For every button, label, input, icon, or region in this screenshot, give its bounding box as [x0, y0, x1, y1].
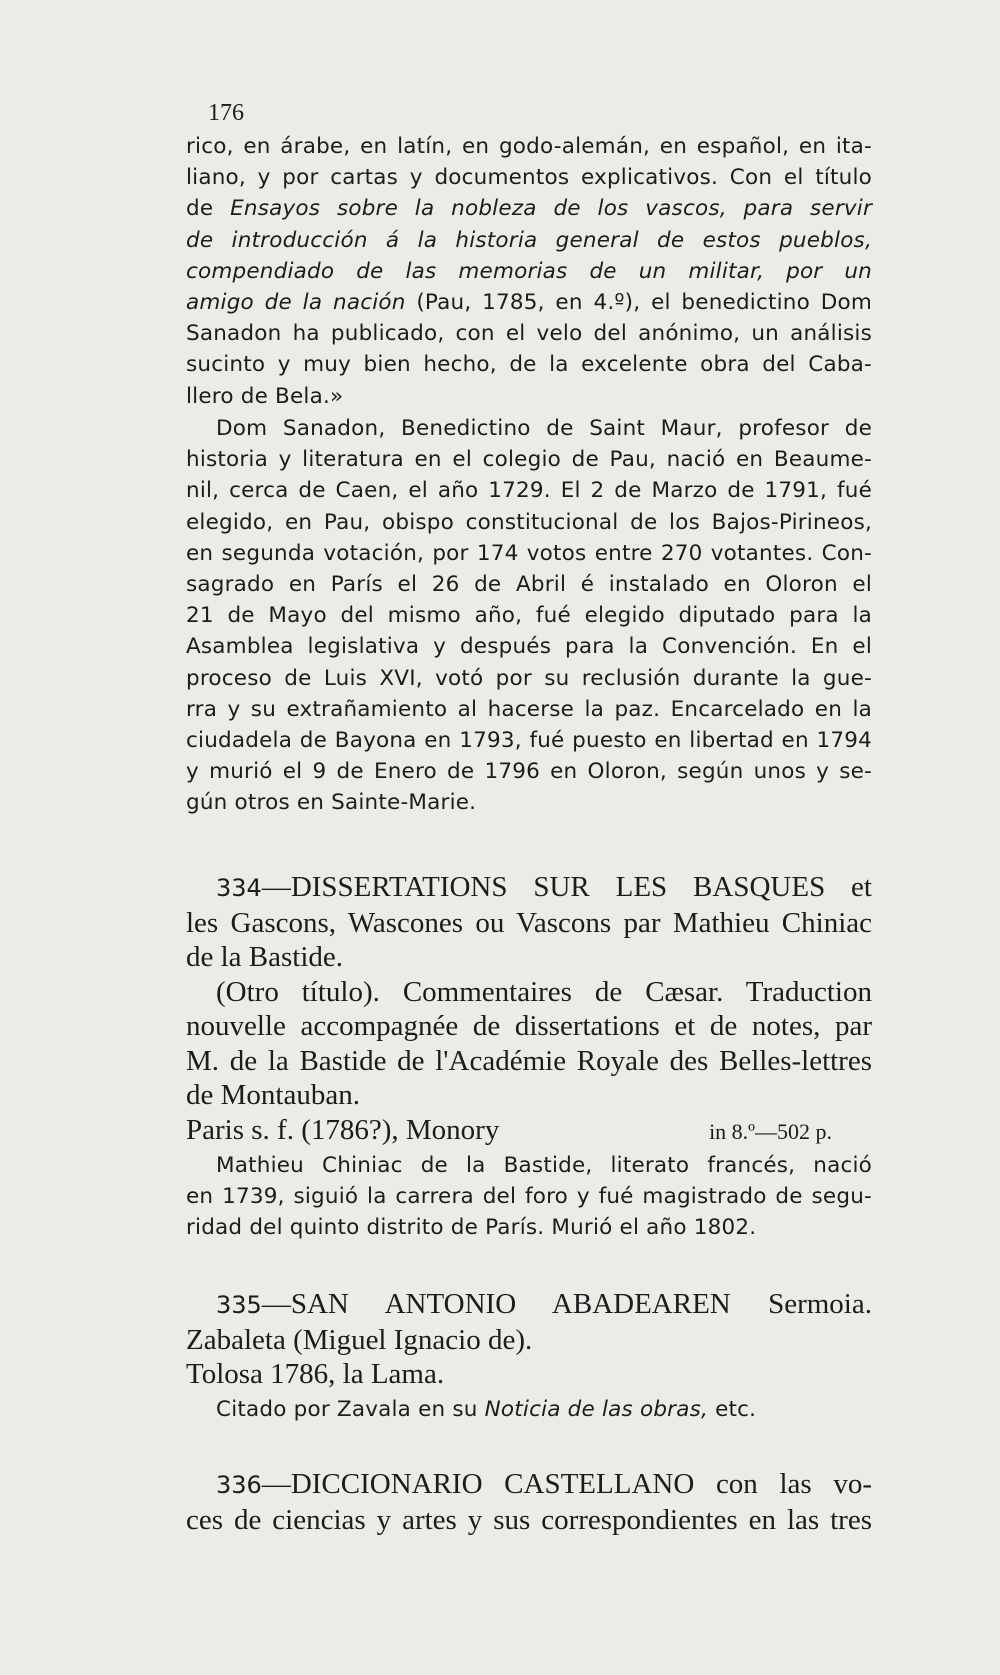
text-run: de — [186, 196, 231, 222]
continuation-paragraph — [186, 131, 872, 412]
entry-author: Zabaleta (Miguel Ignacio de). — [186, 1323, 533, 1356]
entry-title-line: ces de ciencias y artes y sus correspondientes en las tres — [186, 1503, 872, 1536]
imprint-line — [186, 1113, 872, 1150]
text-run: de introducción á la historia general de estos pueblos, — [186, 227, 872, 253]
continuation-line — [186, 193, 872, 224]
text-run: Sanadon ha publicado, con el velo del anónimo, un análisis — [186, 321, 872, 347]
continuation-line — [186, 162, 872, 193]
entry-number: 335 — [216, 1291, 262, 1319]
bio-line: Asamblea legislativa y después para la Convención. En el — [186, 634, 872, 660]
entry-title-line: les Gascons, Wascones ou Vascons par Mathieu Chiniac — [186, 906, 872, 939]
continuation-line — [186, 287, 872, 318]
alt-title-line: (Otro título). Commentaires de Cæsar. Traduction — [216, 975, 872, 1008]
imprint: Tolosa 1786, la Lama. — [186, 1358, 445, 1390]
continuation-line — [186, 256, 872, 287]
entry-title-line: de la Bastide. — [186, 941, 344, 973]
text-run: compendiado de las memorias de un militar, por un — [186, 258, 872, 284]
text-run: sucinto y muy bien hecho, de la excelente obra del Caba- — [186, 352, 872, 378]
note-line: Mathieu Chiniac de la Bastide, literato francés, nació — [216, 1153, 872, 1178]
sanadon-biography — [186, 413, 872, 819]
note-line: ridad del quinto distrito de París. Murió el año 1802. — [186, 1215, 757, 1241]
entry-334-note — [186, 1150, 872, 1244]
text-run: Ensayos sobre la nobleza de los vascos, para servir — [230, 196, 872, 222]
entry-number: 336 — [216, 1471, 262, 1499]
note-line: Citado por Zavala en su Noticia de las obras, etc. — [216, 1397, 757, 1422]
entry-title-line: 335—SAN ANTONIO ABADEAREN Sermoia. — [216, 1288, 872, 1320]
bio-line: 21 de Mayo del mismo año, fué elegido diputado para la — [186, 603, 872, 629]
continuation-line — [186, 349, 872, 380]
bio-line: Dom Sanadon, Benedictino de Saint Maur, profesor de — [216, 416, 872, 441]
alt-title-line: M. de la Bastide de l'Académie Royale des Belles-lettres — [186, 1044, 872, 1077]
text-run: llero de Bela.» — [186, 383, 344, 409]
bio-line: y murió el 9 de Enero de 1796 en Oloron, según unos y se- — [186, 759, 872, 785]
entry-335 — [186, 1287, 872, 1392]
bio-line: gún otros en Sainte-Marie. — [186, 790, 477, 816]
alt-title-line: nouvelle accompagnée de dissertations et de notes, par — [186, 1010, 872, 1042]
bio-line: rra y su extrañamiento al hacerse la paz. Encarcelado en la — [186, 696, 872, 722]
entry-335-note — [186, 1394, 872, 1425]
text-run: liano, y por cartas y documentos explicativos. Con el título — [186, 165, 872, 191]
continuation-line — [186, 225, 872, 256]
continuation-line — [186, 131, 872, 162]
bio-line: ciudadela de Bayona en 1793, fué puesto en libertad en 1794 — [186, 728, 872, 754]
bio-line: en segunda votación, por 174 votos entre 270 votantes. Con- — [186, 540, 872, 566]
text-run: amigo de la nación — [186, 290, 406, 316]
entry-334 — [186, 870, 872, 1149]
bio-line: proceso de Luis XVI, votó por su reclusión durante la gue- — [186, 665, 872, 691]
entry-number: 334 — [216, 874, 262, 902]
continuation-line — [186, 318, 872, 349]
entry-title-line: 334—DISSERTATIONS SUR LES BASQUES et — [216, 871, 872, 903]
alt-title-line: de Montauban. — [186, 1079, 360, 1111]
format: in 8.º—502 p. — [709, 1118, 832, 1144]
entry-336 — [186, 1467, 872, 1537]
continuation-line — [186, 381, 872, 412]
bio-line: sagrado en París el 26 de Abril é instalado en Oloron el — [186, 572, 872, 598]
note-line: en 1739, siguió la carrera del foro y fué magistrado de segu- — [186, 1184, 872, 1210]
bio-line: nil, cerca de Caen, el año 1729. El 2 de Marzo de 1791, fué — [186, 478, 872, 504]
bio-line: historia y literatura en el colegio de Pau, nació en Beaume- — [186, 447, 872, 473]
text-run: rico, en árabe, en latín, en godo-alemán, en español, en ita- — [186, 134, 872, 159]
entry-title-line: 336—DICCIONARIO CASTELLANO con las vo- — [216, 1468, 872, 1500]
text-run: (Pau, 1785, en 4.º), el benedictino Dom — [405, 290, 872, 316]
imprint: Paris s. f. (1786?), Monory — [186, 1113, 500, 1146]
bio-line: elegido, en Pau, obispo constitucional de los Bajos-Pirineos, — [186, 509, 872, 535]
page-number: 176 — [208, 100, 244, 126]
